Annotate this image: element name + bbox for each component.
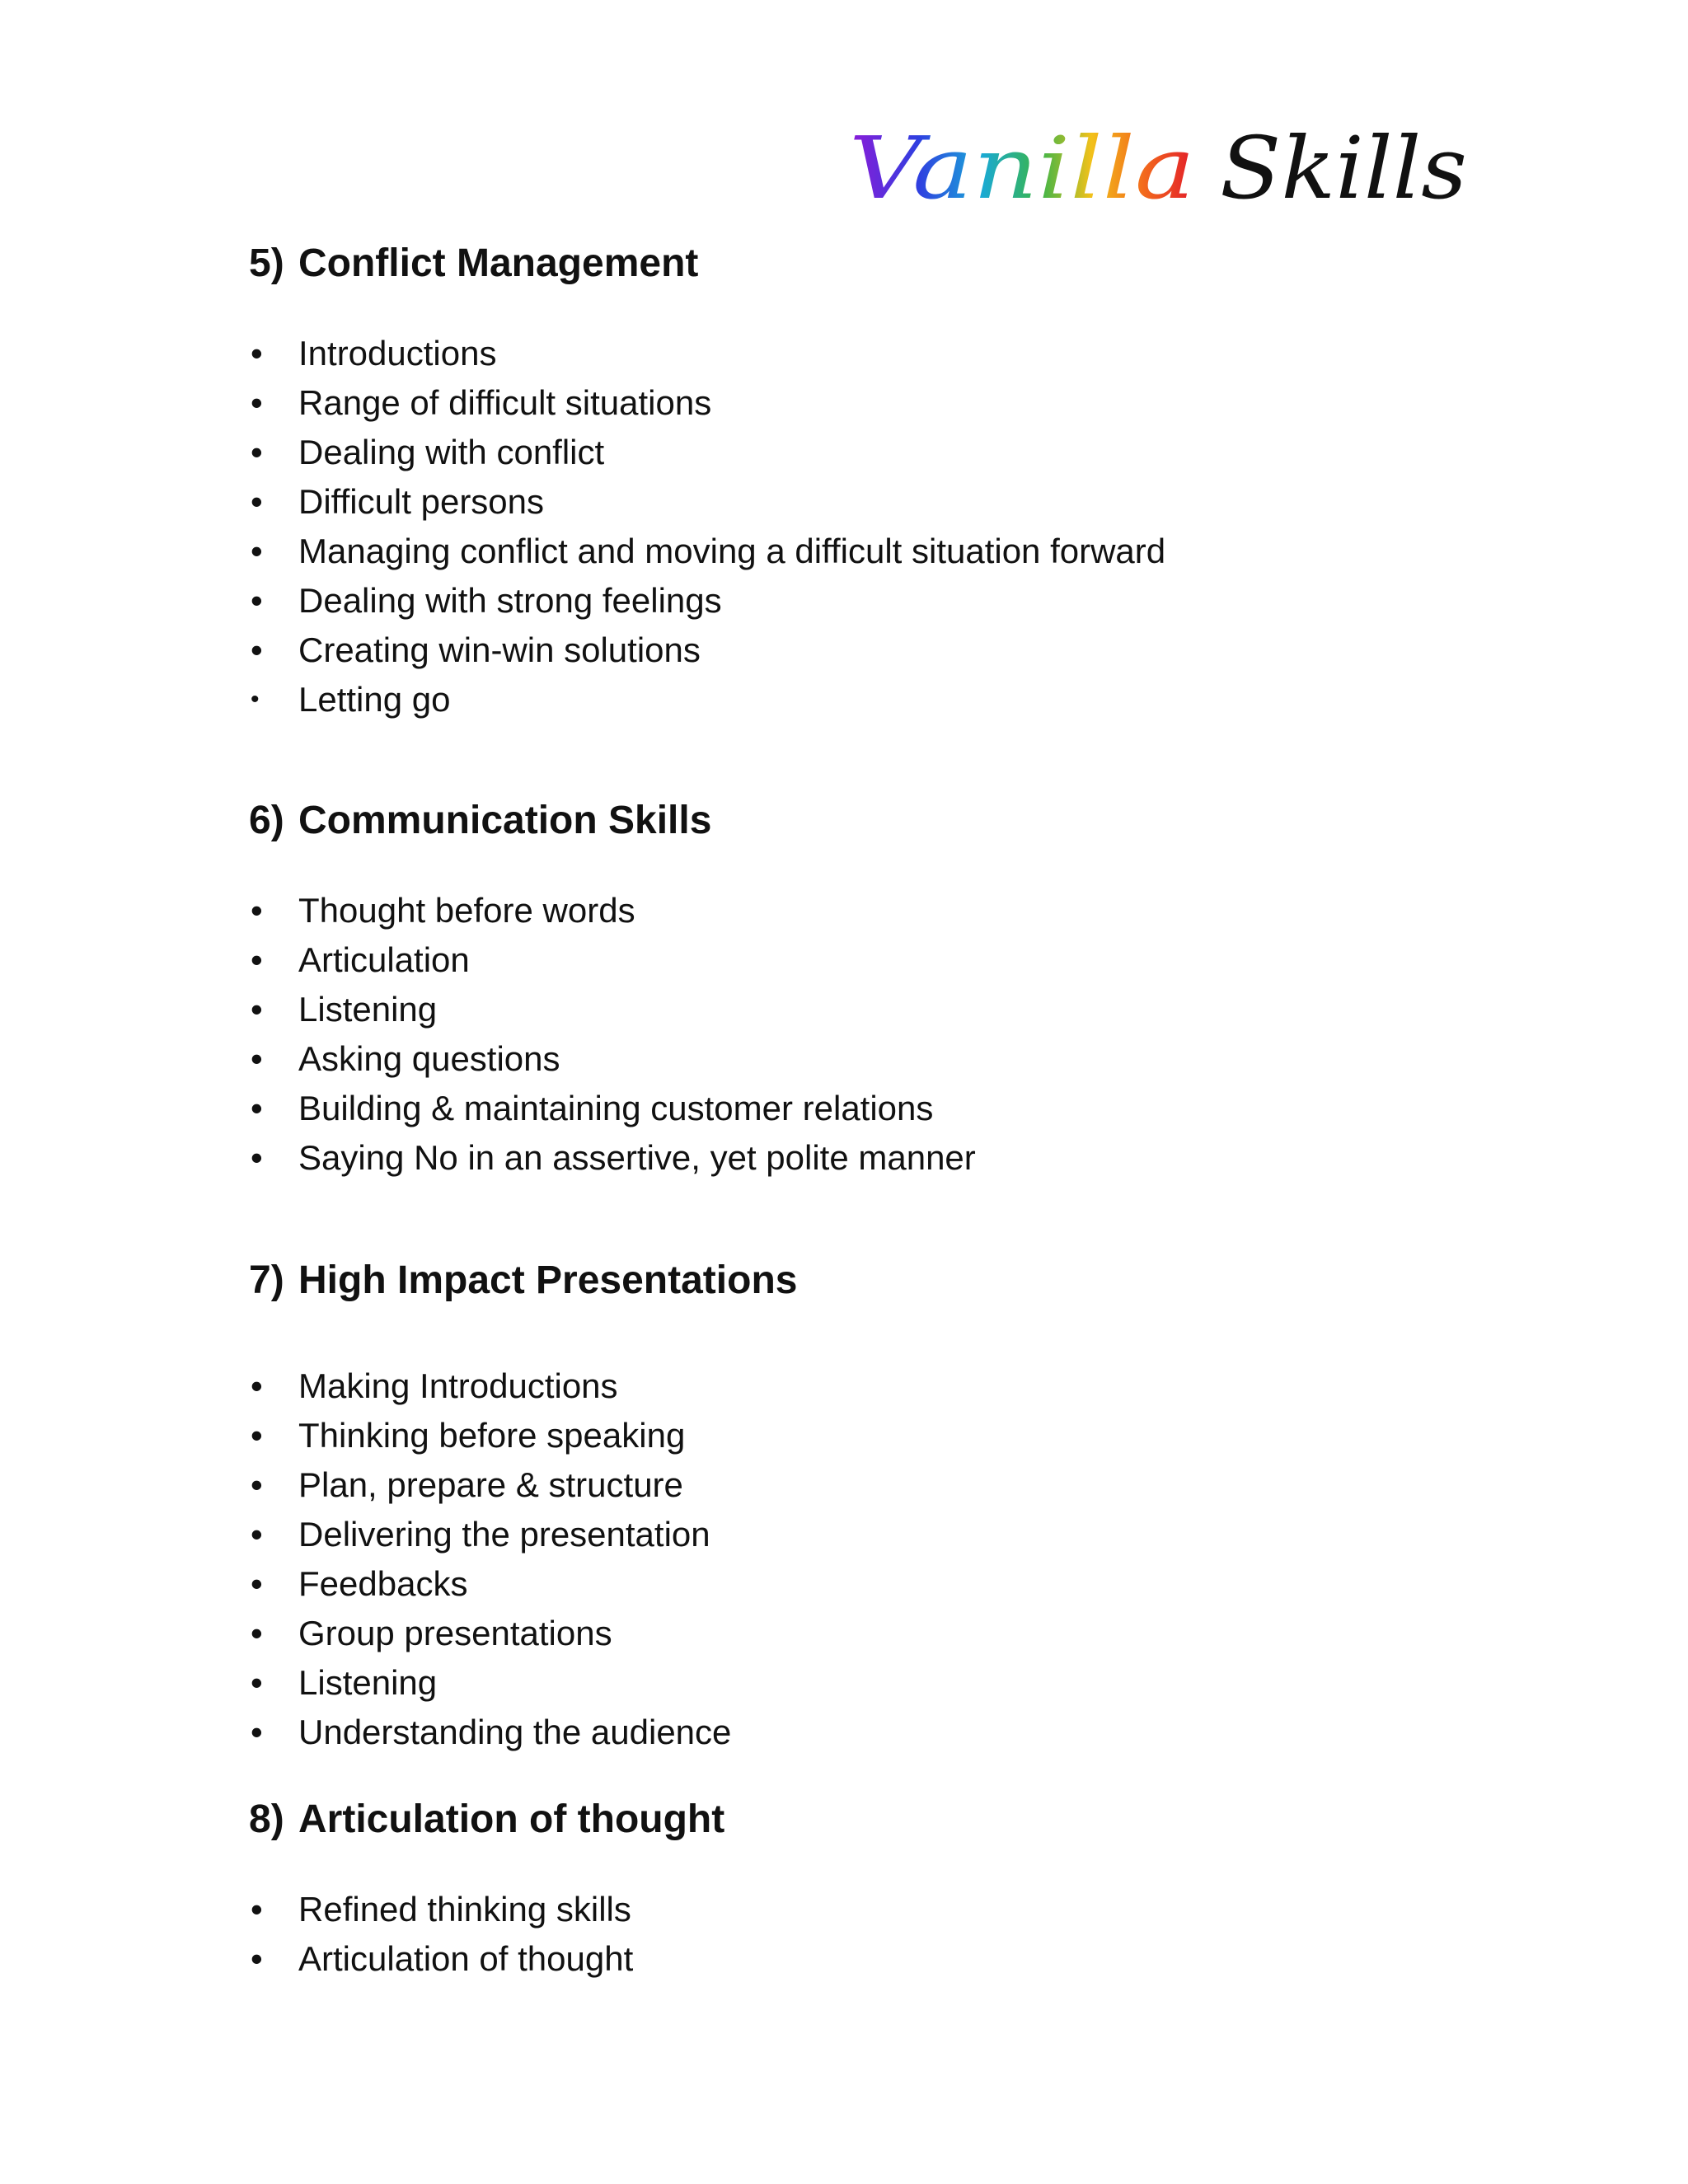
list-item: • Plan, prepare & structure — [249, 1460, 1568, 1510]
list-item: • Articulation — [249, 935, 1568, 985]
list-item: • Feedbacks — [249, 1559, 1568, 1609]
list-item: • Managing conflict and moving a difficult situation forward — [249, 527, 1568, 576]
bullet-list — [249, 1361, 1568, 1757]
section-high-impact-presentations — [249, 1256, 1568, 1757]
section-title: High Impact Presentations — [298, 1258, 798, 1302]
bullet-list — [249, 886, 1568, 1183]
bullet-icon: • — [251, 1138, 263, 1177]
bullet-icon: • — [251, 1939, 263, 1978]
section-conflict-management — [249, 239, 1568, 724]
list-item: • Saying No in an assertive, yet polite manner — [249, 1133, 1568, 1183]
bullet-icon: • — [251, 686, 260, 713]
section-number: 6) — [249, 799, 284, 842]
list-item: • Difficult persons — [249, 477, 1568, 527]
list-item: • Asking questions — [249, 1034, 1568, 1084]
section-communication-skills — [249, 796, 1568, 1183]
section-heading — [249, 796, 1568, 846]
list-item: • Creating win-win solutions — [249, 626, 1568, 675]
bullet-icon: • — [251, 1039, 263, 1078]
bullet-icon: • — [251, 940, 263, 979]
section-number: 8) — [249, 1797, 284, 1841]
section-heading — [249, 1256, 1568, 1305]
logo-word-skills: Skills — [1220, 118, 1467, 218]
logo-word-vanilla: Vanilla — [849, 118, 1195, 218]
bullet-icon: • — [251, 1564, 263, 1603]
list-item: • Making Introductions — [249, 1361, 1568, 1411]
bullet-icon: • — [251, 1416, 263, 1455]
list-item: • Refined thinking skills — [249, 1885, 1568, 1934]
list-item: • Listening — [249, 1658, 1568, 1708]
bullet-icon: • — [251, 581, 263, 620]
list-item: • Thinking before speaking — [249, 1411, 1568, 1460]
list-item: • Dealing with conflict — [249, 428, 1568, 477]
section-number: 7) — [249, 1258, 284, 1302]
list-item: • Understanding the audience — [249, 1708, 1568, 1757]
list-item: • Dealing with strong feelings — [249, 576, 1568, 626]
list-item: • Letting go — [249, 675, 1568, 724]
list-item: • Introductions — [249, 329, 1568, 378]
list-item: • Group presentations — [249, 1609, 1568, 1658]
bullet-icon: • — [251, 1515, 263, 1554]
bullet-icon: • — [251, 532, 263, 570]
bullet-icon: • — [251, 990, 263, 1029]
bullet-icon: • — [251, 433, 263, 471]
list-item: • Listening — [249, 985, 1568, 1034]
section-articulation-of-thought — [249, 1795, 1568, 1984]
section-heading — [249, 239, 1568, 288]
bullet-icon: • — [251, 482, 263, 521]
list-item: • Building & maintaining customer relations — [249, 1084, 1568, 1133]
bullet-icon: • — [251, 383, 263, 422]
bullet-icon: • — [251, 1366, 263, 1405]
section-heading — [249, 1795, 1568, 1844]
bullet-icon: • — [251, 891, 263, 930]
section-number: 5) — [249, 241, 284, 285]
list-item: • Delivering the presentation — [249, 1510, 1568, 1559]
bullet-icon: • — [251, 1089, 263, 1127]
section-title: Articulation of thought — [298, 1797, 725, 1841]
list-item: • Thought before words — [249, 886, 1568, 935]
bullet-icon: • — [251, 1663, 263, 1702]
bullet-icon: • — [251, 1713, 263, 1751]
bullet-icon: • — [251, 334, 263, 373]
bullet-icon: • — [251, 630, 263, 669]
bullet-icon: • — [251, 1465, 263, 1504]
bullet-icon: • — [251, 1614, 263, 1652]
list-item: • Range of difficult situations — [249, 378, 1568, 428]
section-title: Conflict Management — [298, 241, 699, 285]
vanilla-skills-logo — [849, 115, 1475, 223]
bullet-list — [249, 329, 1568, 724]
list-item: • Articulation of thought — [249, 1934, 1568, 1984]
bullet-list — [249, 1885, 1568, 1984]
section-title: Communication Skills — [298, 799, 712, 842]
bullet-icon: • — [251, 1890, 263, 1929]
